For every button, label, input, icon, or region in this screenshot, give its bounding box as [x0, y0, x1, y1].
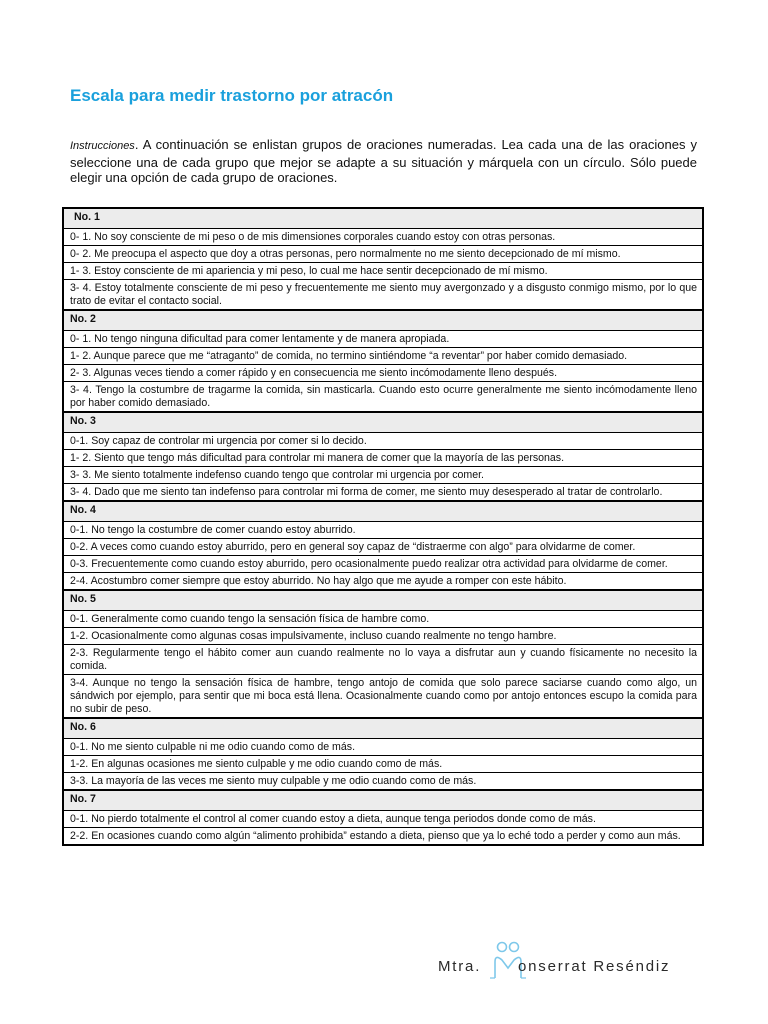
option-text: 3- 4. Estoy totalmente consciente de mi peso y frecuentemente me siento muy avergonzado y a disgusto conmigo mismo, por lo que trato de evitar el contacto social.: [63, 280, 703, 311]
option-text: 0-2. A veces como cuando estoy aburrido, pero en general soy capaz de “distraerme con algo” para olvidarme de comer.: [63, 539, 703, 556]
instructions-paragraph: [70, 137, 697, 186]
option-row[interactable]: [63, 450, 703, 467]
option-row[interactable]: [63, 484, 703, 502]
option-row[interactable]: [63, 645, 703, 675]
option-text: 2-3. Regularmente tengo el hábito comer aun cuando realmente no lo vaya a disfrutar aun y cuando físicamente no necesito la comida.: [63, 645, 703, 675]
option-row[interactable]: [63, 365, 703, 382]
option-row[interactable]: [63, 382, 703, 413]
option-text: 1-2. Ocasionalmente como algunas cosas impulsivamente, incluso cuando realmente no tengo hambre.: [63, 628, 703, 645]
option-text: 2- 3. Algunas veces tiendo a comer rápido y en consecuencia me siento incómodamente lleno después.: [63, 365, 703, 382]
group-label: No. 6: [63, 718, 703, 739]
option-row[interactable]: [63, 433, 703, 450]
option-row[interactable]: [63, 467, 703, 484]
option-text: 1- 2. Siento que tengo más dificultad para controlar mi manera de comer que la mayoría de las personas.: [63, 450, 703, 467]
logo-name: onserrat Reséndiz: [518, 958, 671, 975]
group-header-row: [63, 590, 703, 611]
option-text: 3- 3. Me siento totalmente indefenso cuando tengo que controlar mi urgencia por comer.: [63, 467, 703, 484]
group-header-row: [63, 412, 703, 433]
group-label: No. 2: [63, 310, 703, 331]
option-row[interactable]: [63, 773, 703, 791]
option-row[interactable]: [63, 628, 703, 645]
option-text: 0- 1. No tengo ninguna dificultad para comer lentamente y de manera apropiada.: [63, 331, 703, 348]
option-text: 0-1. No me siento culpable ni me odio cuando como de más.: [63, 739, 703, 756]
option-row[interactable]: [63, 739, 703, 756]
option-text: 0-1. No pierdo totalmente el control al comer cuando estoy a dieta, aunque tenga periodos donde como de más.: [63, 811, 703, 828]
option-row[interactable]: [63, 246, 703, 263]
logo-prefix: Mtra.: [438, 958, 482, 975]
option-text: 0- 2. Me preocupa el aspecto que doy a otras personas, pero normalmente no me siento decepcionado de mí mismo.: [63, 246, 703, 263]
option-row[interactable]: [63, 811, 703, 828]
page-title: Escala para medir trastorno por atracón: [70, 86, 394, 105]
option-text: 3- 4. Tengo la costumbre de tragarme la comida, sin masticarla. Cuando esto ocurre generalmente me siento incómodamente lleno por haber comido demasiado.: [63, 382, 703, 413]
author-logo: [438, 938, 698, 982]
group-label: No. 3: [63, 412, 703, 433]
option-text: 3-4. Aunque no tengo la sensación física de hambre, tengo antojo de comida que solo parece saciarse cuando como algo, un sándwich por ejemplo, para sentir que mi boca está llena. Ocasionalmente cuando como por antojo entonces escupo la comida para no subir de peso.: [63, 675, 703, 719]
instructions-lead: Instrucciones: [70, 140, 135, 152]
option-text: 1- 2. Aunque parece que me “atraganto” de comida, no termino sintiéndome “a reventar” por haber comido demasiado.: [63, 348, 703, 365]
option-text: 0-3. Frecuentemente como cuando estoy aburrido, pero ocasionalmente puedo realizar otra actividad para olvidarme de comer.: [63, 556, 703, 573]
group-label: No. 7: [63, 790, 703, 811]
option-row[interactable]: [63, 756, 703, 773]
option-row[interactable]: [63, 539, 703, 556]
option-row[interactable]: [63, 573, 703, 591]
group-label: No. 1: [63, 208, 703, 229]
option-text: 0- 1. No soy consciente de mi peso o de mis dimensiones corporales cuando estoy con otras personas.: [63, 229, 703, 246]
option-row[interactable]: [63, 229, 703, 246]
group-header-row: [63, 310, 703, 331]
option-text: 0-1. Soy capaz de controlar mi urgencia por comer si lo decido.: [63, 433, 703, 450]
option-row[interactable]: [63, 280, 703, 311]
option-row[interactable]: [63, 331, 703, 348]
option-row[interactable]: [63, 556, 703, 573]
option-text: 3- 4. Dado que me siento tan indefenso para controlar mi forma de comer, me siento muy desesperado al tratar de controlarlo.: [63, 484, 703, 502]
group-header-row: [63, 501, 703, 522]
option-text: 3-3. La mayoría de las veces me siento muy culpable y me odio cuando como de más.: [63, 773, 703, 791]
option-row[interactable]: [63, 348, 703, 365]
option-text: 0-1. Generalmente como cuando tengo la sensación física de hambre como.: [63, 611, 703, 628]
group-label: No. 5: [63, 590, 703, 611]
option-text: 2-2. En ocasiones cuando como algún “alimento prohibida” estando a dieta, pienso que ya lo eché todo a perder y como aun más.: [63, 828, 703, 846]
option-text: 0-1. No tengo la costumbre de comer cuando estoy aburrido.: [63, 522, 703, 539]
option-text: 1- 3. Estoy consciente de mi apariencia y mi peso, lo cual me hace sentir decepcionado de mí mismo.: [63, 263, 703, 280]
option-text: 2-4. Acostumbro comer siempre que estoy aburrido. No hay algo que me ayude a romper con este hábito.: [63, 573, 703, 591]
option-row[interactable]: [63, 522, 703, 539]
option-row[interactable]: [63, 611, 703, 628]
group-header-row: [63, 208, 703, 229]
scale-table: [62, 207, 704, 846]
group-label: No. 4: [63, 501, 703, 522]
option-row[interactable]: [63, 263, 703, 280]
group-header-row: [63, 790, 703, 811]
group-header-row: [63, 718, 703, 739]
option-row[interactable]: [63, 828, 703, 846]
option-text: 1-2. En algunas ocasiones me siento culpable y me odio cuando como de más.: [63, 756, 703, 773]
instructions-text: . A continuación se enlistan grupos de oraciones numeradas. Lea cada una de las oraciones y seleccione una de cada grupo que mejor se adapte a su situación y márquela con un círculo. Sólo puede elegir una opción de cada grupo de oraciones.: [70, 137, 697, 185]
option-row[interactable]: [63, 675, 703, 719]
